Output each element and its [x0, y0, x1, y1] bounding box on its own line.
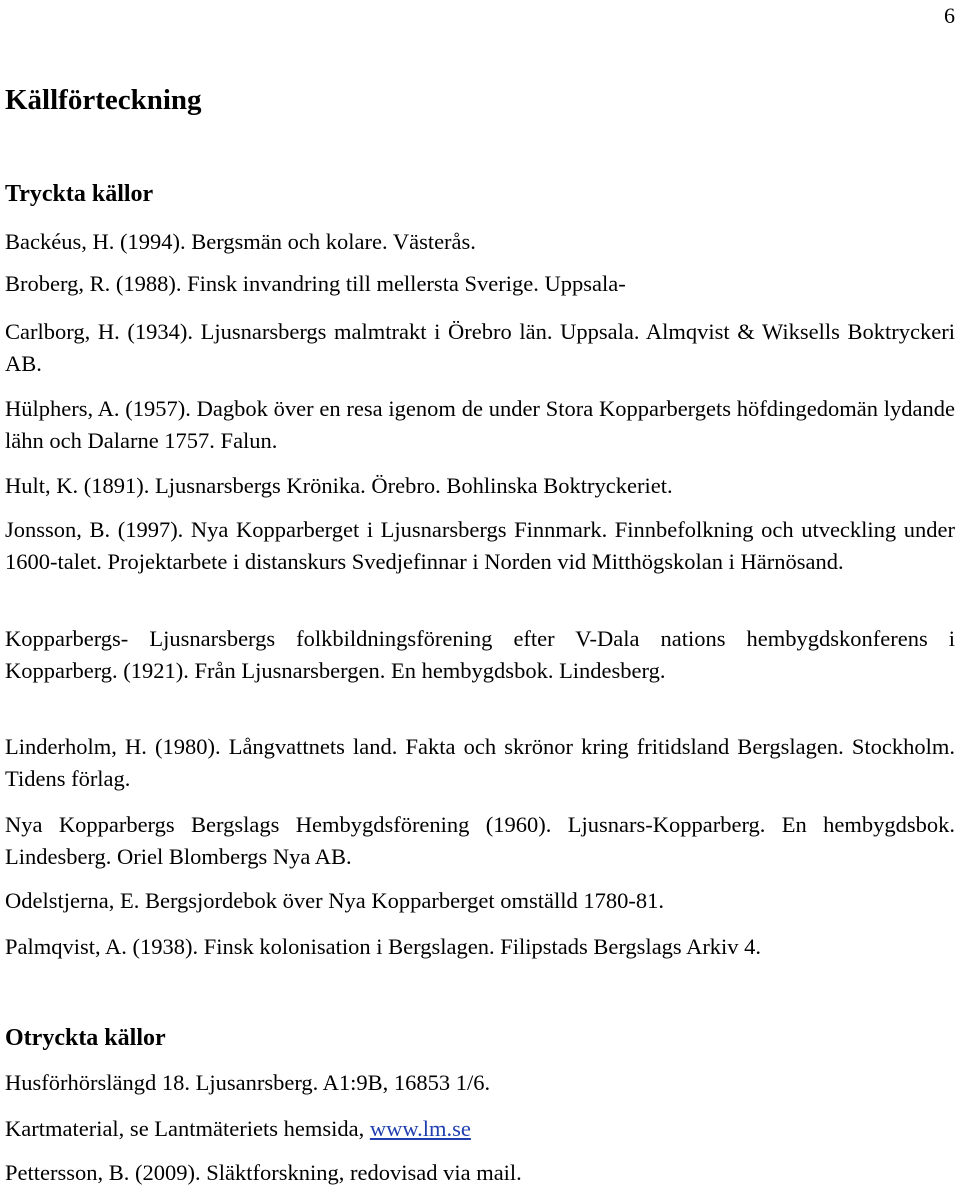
page-title: Källförteckning [5, 84, 202, 116]
unprinted-sources-heading: Otryckta källor [5, 1025, 166, 1051]
source-entry-carlborg: Carlborg, H. (1934). Ljusnarsbergs malmtrakt i Örebro län. Uppsala. Almqvist & Wiksells Boktryckeri AB. [5, 319, 955, 376]
source-entry-hulphers: Hülphers, A. (1957). Dagbok över en resa igenom de under Stora Kopparbergets höfdingedomän lydande lähn och Dalarne 1757. Falun. [5, 396, 955, 453]
source-entry-nya-kopparbergs: Nya Kopparbergs Bergslags Hembygdsförening (1960). Ljusnars-Kopparberg. En hembygdsbok. Lindesberg. Oriel Blombergs Nya AB. [5, 812, 955, 869]
source-entry-odelstjerna: Odelstjerna, E. Bergsjordebok över Nya Kopparberget omställd 1780-81. [5, 888, 665, 913]
lm-website-link[interactable]: www.lm.se [369, 1116, 471, 1141]
source-entry-linderholm: Linderholm, H. (1980). Långvattnets land. Fakta och skrönor kring fritidsland Bergslagen. Stockholm. Tidens förlag. [5, 734, 955, 791]
source-entry-pettersson: Pettersson, B. (2009). Släktforskning, redovisad via mail. [5, 1160, 522, 1185]
source-entry-backeus: Backéus, H. (1994). Bergsmän och kolare. Västerås. [5, 229, 476, 254]
source-entry-jonsson: Jonsson, B. (1997). Nya Kopparberget i Ljusnarsbergs Finnmark. Finnbefolkning och utveckling under 1600-talet. Projektarbete i distanskurs Svedjefinnar i Norden vid Mitthögskolan i Härnösand. [5, 517, 955, 574]
source-entry-broberg: Broberg, R. (1988). Finsk invandring till mellersta Sverige. Uppsala- [5, 271, 626, 296]
source-entry-husforhorslangd: Husförhörslängd 18. Ljusanrsberg. A1:9B, 16853 1/6. [5, 1070, 491, 1095]
source-entry-kopparbergs: Kopparbergs- Ljusnarsbergs folkbildningsförening efter V-Dala nations hembygdskonferens i Kopparberg. (1921). Från Ljusnarsbergen. En hembygdsbok. Lindesberg. [5, 626, 955, 683]
source-entry-palmqvist: Palmqvist, A. (1938). Finsk kolonisation i Bergslagen. Filipstads Bergslags Arkiv 4. [5, 934, 762, 959]
source-entry-kartmaterial [5, 1113, 955, 1145]
kartmaterial-text: Kartmaterial, se Lantmäteriets hemsida, [5, 1116, 370, 1141]
page-number: 6 [944, 3, 955, 28]
source-entry-hult: Hult, K. (1891). Ljusnarsbergs Krönika. Örebro. Bohlinska Boktryckeriet. [5, 473, 673, 498]
printed-sources-heading: Tryckta källor [5, 181, 154, 207]
